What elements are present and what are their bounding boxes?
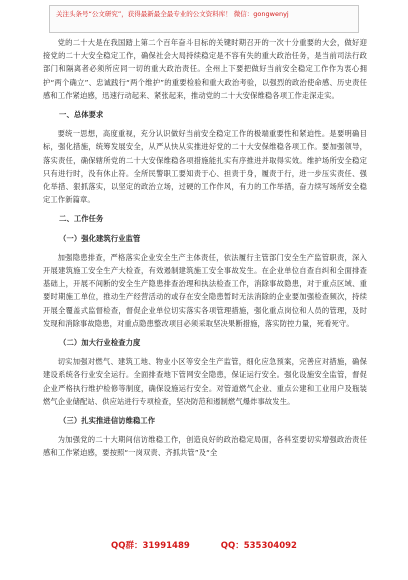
intro-paragraph: 党的二十大是在我国踏上第二个百年奋斗目标的关键时期召开的一次十分重要的大会，做好迎接党的二十大安全稳定工作，确保社会大局持续稳定是不容有失的重大政治任务，是当前司法行政部门和隔离者必须所应同一切的重大政治责任。全州上下要把做好当前安全稳定工作作为衷心拥护“两个确立”、忠诚践行“两个维护”的重要检验和重大政治考验，以强烈的政治使命感、历史责任感和工作紧迫感，迅速行动起来、紧张起来，推动党的二十大安保维稳各项工作走深走实。 (43, 38, 367, 100)
subheading-construction-supervision: （一）强化建筑行业监管 (59, 233, 141, 243)
general-requirements-paragraph: 要统一思想，高度重视，充分认识做好当前安全稳定工作的极端重要性和紧迫性。是要明确目标，强化措施，统筹发展安全，从严从快从实推进好党的二十大安保维稳各项工作。要加强领导，落实责任，确保辖所党的二十大安保维稳各项措施能扎实有序推进并取得实效。维护场所安全稳定只有进行时，没有休止符。全所民警职工要知责于心、担责于身，履责于行，进一步压实责任、强化举措、狠抓落实，以坚定的政治立场，过硬的工作作风，有力的工作举措，奋力续写场所安全稳定工作新篇章。 (43, 129, 367, 205)
subheading-petition-stability: （三）扎实推进信访维稳工作 (59, 416, 156, 426)
petition-stability-paragraph: 为加强党的二十大期间信访维稳工作，创造良好的政治稳定局面，各科室要切实增强政治责任感和工作紧迫感，要按照“一岗双责、齐抓共管”及“全 (43, 435, 367, 458)
promo-banner-text: 关注头条号“公文研究”，获得最新最全最专业的公文资料库！ 微信：gongwenyj (56, 10, 289, 18)
document-body (43, 36, 367, 460)
subheading-industry-inspection: （二）加大行业检查力度 (59, 338, 141, 348)
contact-footer (0, 539, 408, 551)
section-heading-work-tasks: 二、工作任务 (59, 214, 104, 224)
construction-supervision-paragraph: 加强隐患排查，严格落实企业安全生产主体责任，依法履行主管部门安全生产监管职责，深入开展建筑施工安全生产大检查，有效遏制建筑施工安全事故发生。在企业单位自查自纠和全面排查基础上，开展不间断的安全生产隐患排查治理和执法检查工作，消除事故隐患，对于重点区域、重要时期施工单位，推动生产经营活动的或存在安全隐患暂时无法消除的企业要加强检查频次，持续开展全覆盖式监督检查，督促企业单位切实落实各项管理措施，强化重点岗位和人员的管理，及时发现和消除事故隐患，对重点隐患整改项目必须采取坚决果断措施，落实防控力量，死看死守。 (43, 252, 367, 328)
section-heading-general-requirements: 一、总体要求 (59, 110, 104, 120)
qq-group-number: QQ群：31991489 (111, 541, 190, 551)
promo-banner (49, 5, 359, 33)
qq-contact-number: QQ：535304092 (220, 541, 297, 551)
industry-inspection-paragraph: 切实加强对燃气、建筑工地、物业小区等安全生产监管，细化应急预案，完善应对措施，确保建设系统各行业安全运行。全面排查地下管网安全隐患，保证运行安全。强化设施安全监管，督促企业严格执行维护检修等制度，确保设施运行安全。对管道燃气企业、重点公建和工业用户及瓶装燃气企业储配站、供应站进行专项检查，坚决防范和遏制燃气爆炸事故发生。 (43, 357, 367, 406)
